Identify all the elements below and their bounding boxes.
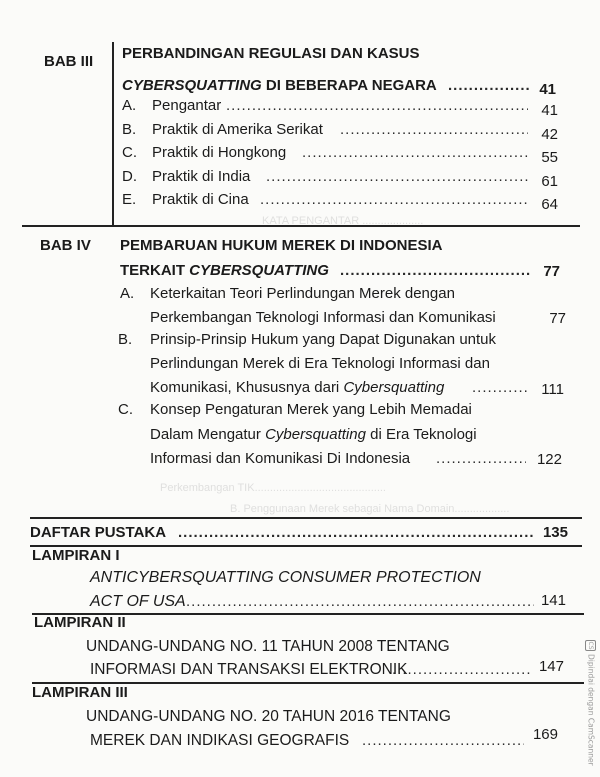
leader-dots: [362, 731, 524, 751]
bab4-item-page: 77: [549, 310, 566, 327]
bab4-title: PEMBARUAN HUKUM MEREK DI INDONESIA: [120, 237, 443, 254]
leader-dots: [472, 378, 530, 398]
leader-dots: [178, 523, 534, 543]
bab3-item-letter: B.: [122, 121, 137, 138]
camscanner-icon: CS: [587, 641, 594, 650]
bab3-item-text: Pengantar: [152, 97, 222, 114]
lampiran2-label: LAMPIRAN II: [34, 614, 126, 631]
daftar-pustaka-label: DAFTAR PUSTAKA: [30, 524, 167, 541]
daftar-pustaka-page: 135: [542, 524, 568, 541]
bab4-item-letter: A.: [120, 285, 135, 302]
leader-dots: [302, 143, 528, 163]
lampiran3-label: LAMPIRAN III: [32, 684, 128, 701]
lampiran2-title: UNDANG-UNDANG NO. 11 TAHUN 2008 TENTANG: [86, 638, 450, 655]
lampiran2-title-line2: INFORMASI DAN TRANSAKSI ELEKTRONIK: [90, 661, 408, 678]
bab3-item-page: 64: [541, 196, 558, 213]
leader-dots: [260, 190, 528, 210]
bab4-item-page: 122: [536, 451, 562, 468]
bab4-item-text: Konsep Pengaturan Merek yang Lebih Memadai: [150, 401, 472, 418]
bab3-item-page: 42: [541, 126, 558, 143]
bab4-item-letter: B.: [118, 331, 133, 348]
leader-dots: [340, 261, 530, 281]
leader-dots: [340, 120, 528, 140]
bab4-item-text: Prinsip-Prinsip Hukum yang Dapat Digunakan untuk: [150, 331, 497, 348]
bleed-through: KATA PENGANTAR ....................: [262, 215, 424, 227]
bleed-through: Perkembangan TIK...........................................: [160, 482, 386, 494]
lampiran2-page: 147: [538, 658, 564, 675]
bab3-item-letter: E.: [122, 191, 137, 208]
bab3-item-letter: D.: [122, 168, 137, 185]
bab3-item-letter: A.: [122, 97, 137, 114]
leader-dots: [392, 660, 530, 680]
bab4-item-text: Dalam Mengatur Cybersquatting di Era Teknologi: [150, 426, 477, 443]
bab3-title-line2: CYBERSQUATTING DI BEBERAPA NEGARA: [122, 77, 437, 94]
bab3-item-text: Praktik di Hongkong: [152, 144, 287, 161]
bab3-item-text: Praktik di India: [152, 168, 251, 185]
leader-dots: [226, 96, 528, 116]
column-rule: [112, 42, 114, 225]
lampiran1-title: ANTICYBERSQUATTING CONSUMER PROTECTION: [90, 569, 481, 586]
bab3-item-page: 55: [541, 149, 558, 166]
bab3-title: PERBANDINGAN REGULASI DAN KASUS: [122, 45, 420, 62]
leader-dots: [266, 167, 528, 187]
bab4-item-text: Informasi dan Komunikasi Di Indonesia: [150, 450, 411, 467]
lampiran3-title: UNDANG-UNDANG NO. 20 TAHUN 2016 TENTANG: [86, 708, 451, 725]
bab3-item-letter: C.: [122, 144, 137, 161]
bab4-page: 77: [543, 263, 560, 280]
bab3-item-page: 61: [541, 173, 558, 190]
leader-dots: [436, 449, 526, 469]
bab4-item-text: Perlindungan Merek di Era Teknologi Informasi dan: [150, 355, 490, 372]
leader-dots: [448, 76, 530, 96]
bab3-item-text: Praktik di Amerika Serikat: [152, 121, 323, 138]
bab3-page: 41: [539, 81, 556, 98]
bab4-item-letter: C.: [118, 401, 133, 418]
lampiran1-page: 141: [540, 592, 566, 609]
bab4-item-text: Komunikasi, Khususnya dari Cybersquatting: [150, 379, 445, 396]
bab4-item-text: Perkembangan Teknologi Informasi dan Komunikasi: [150, 309, 496, 326]
lampiran1-title-line2: ACT OF USA: [90, 593, 186, 610]
lampiran3-page: 169: [532, 726, 558, 743]
bleed-through: B. Penggunaan Merek sebagai Nama Domain..................: [230, 503, 510, 515]
bab3-item-page: 41: [541, 102, 558, 119]
bab4-item-page: 111: [541, 381, 564, 398]
leader-dots: [186, 592, 534, 612]
section-divider: [22, 225, 580, 227]
bab4-item-text: Keterkaitan Teori Perlindungan Merek dengan: [150, 285, 455, 302]
bab4-title-line2: TERKAIT CYBERSQUATTING: [120, 262, 329, 279]
bab3-label: BAB III: [44, 53, 94, 70]
lampiran3-title-line2: MEREK DAN INDIKASI GEOGRAFIS: [90, 732, 350, 749]
section-divider: [30, 517, 582, 519]
camscanner-watermark: CSDipindai dengan CamScanner: [586, 641, 596, 766]
bab3-item-text: Praktik di Cina: [152, 191, 249, 208]
lampiran1-label: LAMPIRAN I: [32, 547, 120, 564]
bab4-label: BAB IV: [40, 237, 91, 254]
